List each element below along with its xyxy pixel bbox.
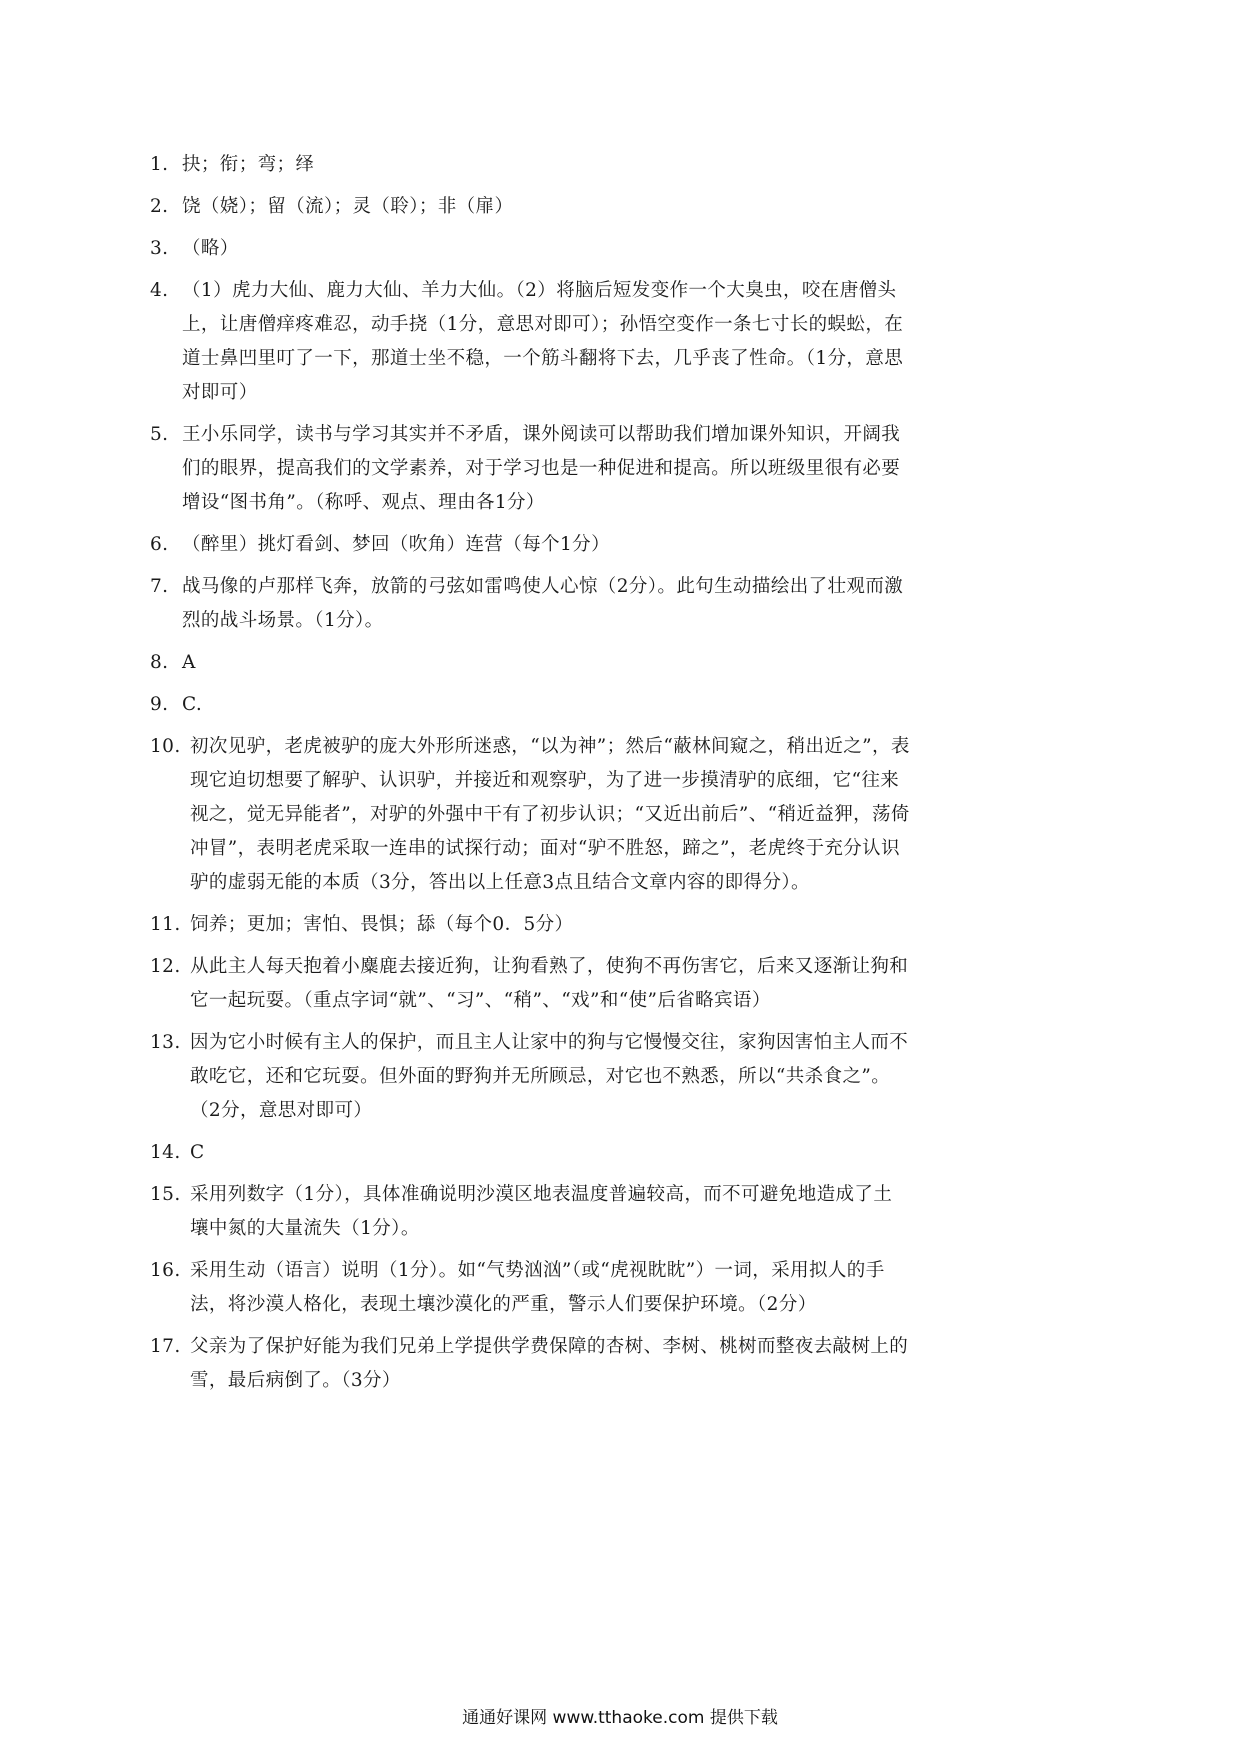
answer-number: 3.: [150, 238, 169, 259]
answer-text: 战马像的卢那样飞奔，放箭的弓弦如雷鸣使人心惊（2分）。此句生动描绘出了壮观而激烈的战斗场景。（1分）。: [182, 576, 904, 631]
answer-number: 7.: [150, 576, 169, 597]
answer-text: 饲养；更加；害怕、畏惧；舔（每个0．5分）: [190, 914, 574, 935]
answer-item: [150, 274, 910, 410]
answer-text: 抉；衔；弯；绎: [182, 154, 315, 175]
answer-text: C: [190, 1142, 205, 1163]
answer-text: 饶（娆）；留（流）；灵（聆）；非（扉）: [182, 196, 514, 217]
answer-item: [150, 570, 910, 638]
answer-item: [150, 950, 910, 1018]
answer-item: [150, 1178, 910, 1246]
answer-number: 1.: [150, 154, 169, 175]
answer-text: 王小乐同学，读书与学习其实并不矛盾，课外阅读可以帮助我们增加课外知识，开阔我们的眼界，提高我们的文学素养，对于学习也是一种促进和提高。所以班级里很有必要增设“图书角”。（称呼、观点、理由各1分）: [182, 424, 901, 513]
answer-item: [150, 148, 910, 182]
answer-item: [150, 730, 910, 900]
answer-number: 5.: [150, 424, 169, 445]
answer-text: C.: [182, 694, 203, 715]
answer-item: [150, 1136, 910, 1170]
answer-number: 12.: [150, 956, 181, 977]
answer-text: 初次见驴，老虎被驴的庞大外形所迷惑，“以为神”；然后“蔽林间窥之，稍出近之”，表现它迫切想要了解驴、认识驴，并接近和观察驴，为了进一步摸清驴的底细，它“往来视之，觉无异能者”，对驴的外强中干有了初步认识；“又近出前后”、“稍近益狎，荡倚冲冒”，表明老虎采取一连串的试探行动；面对“驴不胜怒，蹄之”，老虎终于充分认识驴的虚弱无能的本质（3分，答出以上任意3点且结合文章内容的即得分）。: [190, 736, 910, 893]
answer-number: 14.: [150, 1142, 181, 1163]
answer-text: A: [182, 652, 196, 673]
answer-item: [150, 688, 910, 722]
answer-text: 因为它小时候有主人的保护，而且主人让家中的狗与它慢慢交往，家狗因害怕主人而不敢吃它，还和它玩耍。但外面的野狗并无所顾忌，对它也不熟悉，所以“共杀食之”。（2分，意思对即可）: [190, 1032, 909, 1121]
answer-number: 11.: [150, 914, 181, 935]
answer-text: （1）虎力大仙、鹿力大仙、羊力大仙。（2）将脑后短发变作一个大臭虫，咬在唐僧头上，让唐僧痒疼难忍，动手挠（1分，意思对即可）；孙悟空变作一条七寸长的蜈蚣，在道士鼻凹里叮了一下，那道士坐不稳，一个筋斗翻将下去，几乎丧了性命。（1分，意思对即可）: [182, 280, 904, 403]
answer-number: 13.: [150, 1032, 181, 1053]
answer-item: [150, 232, 910, 266]
answer-item: [150, 1026, 910, 1128]
answer-item: [150, 1254, 910, 1322]
answer-number: 9.: [150, 694, 169, 715]
answer-number: 17.: [150, 1336, 181, 1357]
answer-text: 采用列数字（1分），具体准确说明沙漠区地表温度普遍较高，而不可避免地造成了土壤中氮的大量流失（1分）。: [190, 1184, 893, 1239]
answer-number: 16.: [150, 1260, 181, 1281]
answer-list: [150, 148, 910, 1406]
answer-text: 从此主人每天抱着小麋鹿去接近狗，让狗看熟了，使狗不再伤害它，后来又逐渐让狗和它一起玩耍。（重点字词“就”、“习”、“稍”、“戏”和“使”后省略宾语）: [190, 956, 909, 1011]
answer-text: （略）: [182, 238, 239, 259]
answer-number: 15.: [150, 1184, 181, 1205]
answer-item: [150, 908, 910, 942]
answer-text: （醉里）挑灯看剑、梦回（吹角）连营（每个1分）: [182, 534, 610, 555]
download-footer: 通通好课网 www.tthaoke.com 提供下载: [462, 1708, 778, 1728]
answer-item: [150, 646, 910, 680]
answer-text: 采用生动（语言）说明（1分）。如“气势汹汹”（或“虎视眈眈”）一词，采用拟人的手法，将沙漠人格化，表现土壤沙漠化的严重，警示人们要保护环境。（2分）: [190, 1260, 885, 1315]
answer-item: [150, 418, 910, 520]
answer-number: 10.: [150, 736, 181, 757]
answer-item: [150, 528, 910, 562]
answer-number: 6.: [150, 534, 169, 555]
answer-text: 父亲为了保护好能为我们兄弟上学提供学费保障的杏树、李树、桃树而整夜去敲树上的雪，最后病倒了。（3分）: [190, 1336, 909, 1391]
answer-item: [150, 1330, 910, 1398]
answer-number: 4.: [150, 280, 169, 301]
answer-item: [150, 190, 910, 224]
answer-number: 2.: [150, 196, 169, 217]
answer-number: 8.: [150, 652, 169, 673]
